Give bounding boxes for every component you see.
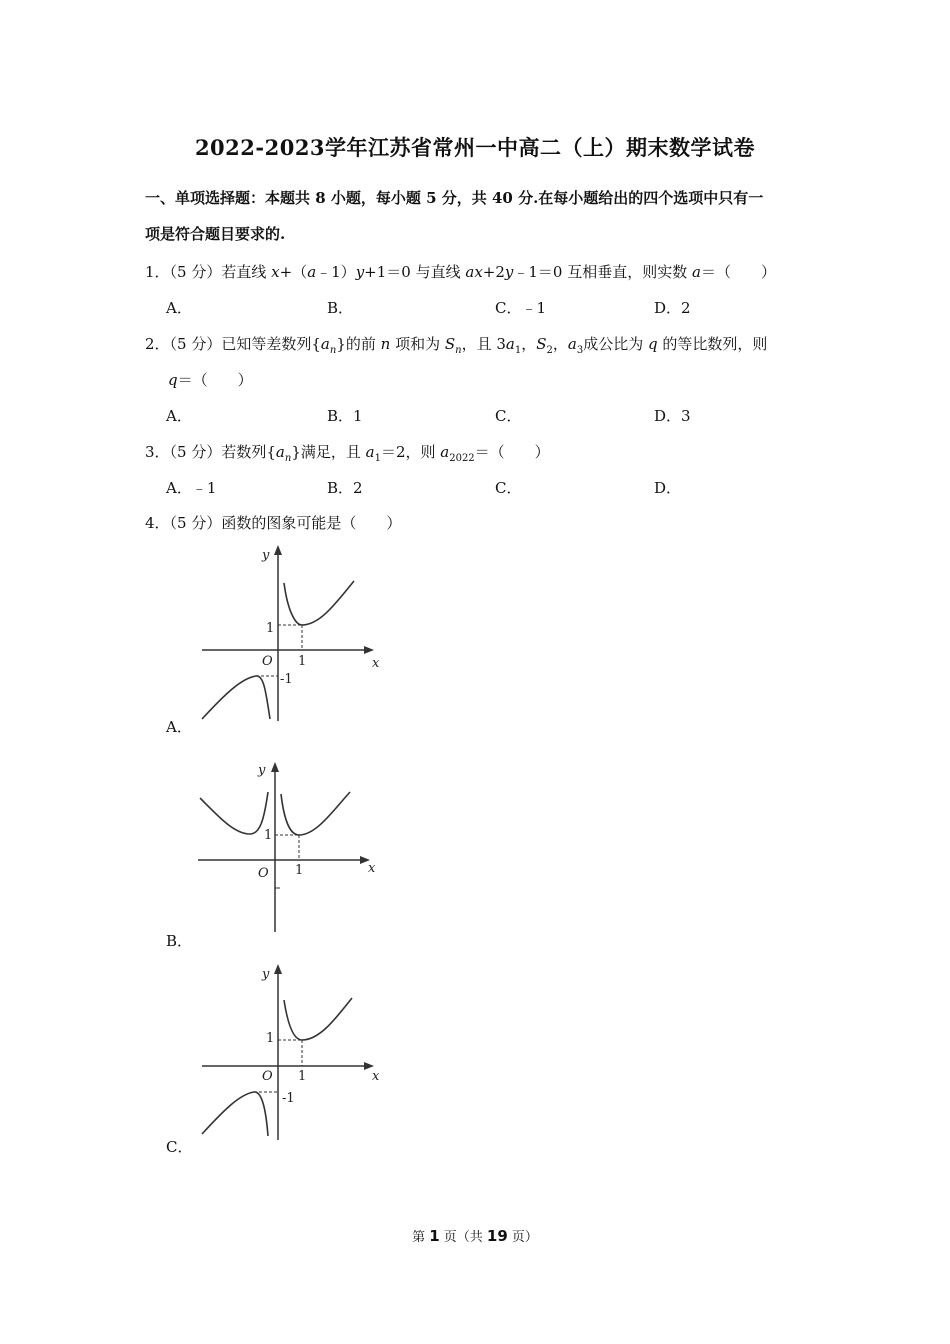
page-total: 19 [486,1227,508,1245]
tick-label-minus-one: -1 [280,672,293,687]
tick-label-one-y: 1 [266,621,275,636]
graph-option-b [194,760,390,936]
q4-option-a[interactable]: A． [166,718,192,736]
q2-option-b[interactable]: B．1 [327,407,363,425]
y-axis-arrow [274,545,282,555]
tick-label-one-x: 1 [295,863,304,878]
page-footer: 第 1 页（共 19 页） [412,1227,538,1245]
q4-option-b[interactable]: B． [166,932,193,950]
x-label: x [372,656,380,671]
tick-label-one-y: 1 [266,1031,275,1046]
x-label: x [372,1069,380,1084]
question-2: 2．（5 分）已知等差数列$\{a_n\}$的前 n 项和为 $S_n$，且 $3a_1$，$S_2$，$a_3$成公比为 q 的等比数列，则 [145,335,768,356]
question-score: （5 分） [169,335,222,353]
curve-left-branch [202,1092,268,1136]
page-title: 2022-2023学年江苏省常州一中高二（上）期末数学试卷 [194,135,756,160]
question-score: （5 分） [169,514,222,532]
q4-option-c[interactable]: C． [166,1138,193,1156]
q3-option-b[interactable]: B．2 [327,479,363,497]
curve-left-branch [200,792,268,834]
q2-option-d[interactable]: D．3 [654,407,691,425]
curve-right-branch [284,998,352,1040]
curve-left-branch [202,676,270,719]
origin-label: O [262,1069,273,1084]
section-heading-line1: 一、单项选择题：本题共 8 小题，每小题 5 分，共 40 分.在每小题给出的四个选项中只有一 [145,189,764,207]
x-label: x [368,861,376,876]
tick-label-one-x: 1 [298,654,307,669]
question-number: 2． [145,335,170,353]
section-heading [145,180,815,252]
graph-option-c [196,962,392,1142]
origin-label: O [262,654,273,669]
q1-option-a[interactable]: A． [166,299,192,317]
q1-option-b[interactable]: B． [327,299,354,317]
y-label: y [262,967,270,982]
q3-option-c[interactable]: C． [495,479,522,497]
q3-option-a[interactable]: A．﹣1 [166,479,217,497]
y-label: y [262,548,270,563]
question-number: 1． [145,263,170,281]
question-number: 3． [145,443,170,461]
y-axis-arrow [271,762,279,772]
curve-right-branch [284,581,354,625]
y-label: y [258,763,266,778]
tick-label-minus-one: -1 [282,1091,295,1106]
curve-right-branch [281,792,350,835]
graph-option-a [196,543,392,723]
question-2-line2: q＝（ ） [168,371,253,389]
question-number: 4． [145,514,170,532]
question-4: 4．（5 分）函数的图象可能是（ ） [145,514,402,532]
question-score: （5 分） [169,443,222,461]
page-number: 1 [429,1227,440,1245]
q2-option-a[interactable]: A． [166,407,192,425]
question-3: 3．（5 分）若数列$\{a_n\}$满足，且 $a_1=2$，则 $a_{2022}=$（ ） [145,443,550,464]
q1-option-d[interactable]: D．2 [654,299,691,317]
tick-label-one-x: 1 [298,1069,307,1084]
tick-label-one-y: 1 [264,828,273,843]
question-score: （5 分） [169,263,222,281]
q1-option-c[interactable]: C．﹣1 [495,299,547,317]
q3-option-d[interactable]: D． [654,479,682,497]
x-axis-arrow [364,646,374,654]
y-axis-arrow [274,964,282,974]
origin-label: O [258,866,269,881]
question-1: 1．（5 分）若直线 x+（a﹣1）y+1＝0 与直线 ax+2y﹣1＝0 互相垂直，则实数 a＝（ ） [145,263,776,281]
section-heading-line2: 项是符合题目要求的. [145,225,286,243]
q2-option-c[interactable]: C． [495,407,522,425]
